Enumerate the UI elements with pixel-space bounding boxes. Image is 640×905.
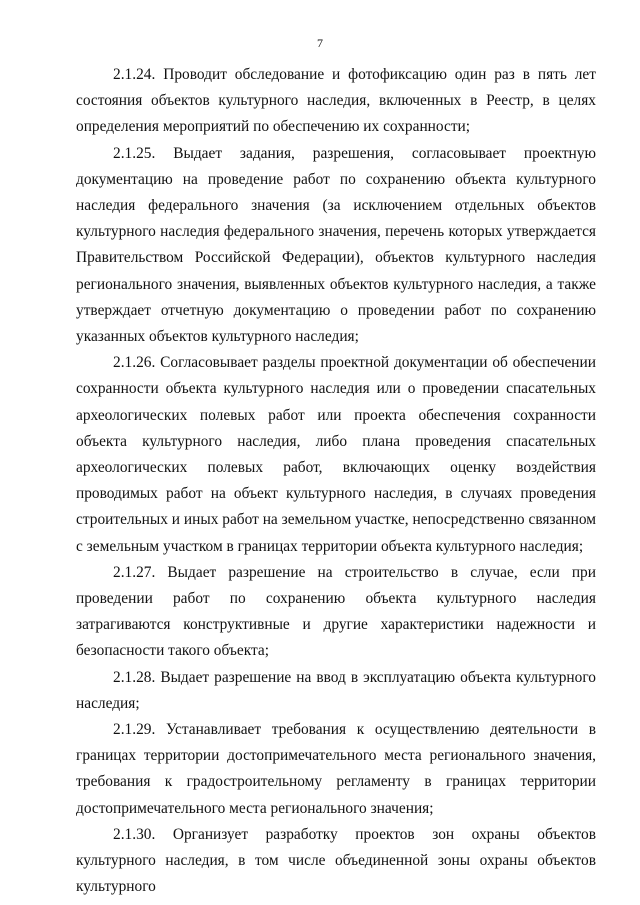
paragraph-text: Согласовывает разделы проектной документации об обеспечении сохранности объекта культурного наследия или о проведении спасательных археологических полевых работ или проекта обеспечения сохранности объекта культурного наследия, либо плана проведения спасательных археологических полевых работ, включающих оценку воздействия проводимых работ на объект культурного наследия, в случаях проведения строительных и иных работ на земельном участке, непосредственно связанном с земельным участком в границах территории объекта культурного наследия; bbox=[76, 354, 596, 555]
paragraph-number: 2.1.26. bbox=[113, 354, 156, 372]
paragraph-2-1-29 bbox=[76, 717, 596, 822]
paragraph-number: 2.1.28. bbox=[113, 668, 156, 686]
document-body bbox=[76, 62, 596, 901]
paragraph-text: Организует разработку проектов зон охраны объектов культурного наследия, в том числе объединенной зоны охраны объектов культурного bbox=[76, 825, 596, 896]
paragraph-text: Устанавливает требования к осуществлению деятельности в границах территории достопримечательного места регионального значения, требования к градостроительному регламенту в границах территории достопримечательного места регионального значения; bbox=[76, 721, 596, 817]
paragraph-2-1-28 bbox=[76, 665, 596, 717]
paragraph-text: Проводит обследование и фотофиксацию один раз в пять лет состояния объектов культурного наследия, включенных в Реестр, в целях определения мероприятий по обеспечению их сохранности; bbox=[76, 66, 596, 136]
paragraph-number: 2.1.25. bbox=[113, 144, 156, 162]
paragraph-number: 2.1.29. bbox=[113, 721, 156, 739]
paragraph-2-1-24 bbox=[76, 62, 596, 141]
paragraph-number: 2.1.24. bbox=[113, 66, 156, 83]
paragraph-2-1-25 bbox=[76, 141, 596, 351]
paragraph-2-1-30 bbox=[76, 822, 596, 901]
paragraph-text: Выдает задания, разрешения, согласовывает проектную документацию на проведение работ по сохранению объекта культурного наследия федерального значения (за исключением отдельных объектов культурного наследия федерального значения, перечень которых утверждается Правительством Российской Федерации), объектов культурного наследия регионального значения, выявленных объектов культурного наследия, а также утверждает отчетную документацию о проведении работ по сохранению указанных объектов культурного наследия; bbox=[76, 144, 596, 346]
paragraph-number: 2.1.27. bbox=[113, 563, 156, 581]
paragraph-text: Выдает разрешение на ввод в эксплуатацию объекта культурного наследия; bbox=[76, 668, 596, 712]
paragraph-2-1-26 bbox=[76, 350, 596, 560]
page-number: 7 bbox=[317, 36, 323, 50]
paragraph-text: Выдает разрешение на строительство в случае, если при проведении работ по сохранению объекта культурного наследия затрагиваются конструктивные и другие характеристики надежности и безопасности такого объекта; bbox=[76, 563, 596, 660]
paragraph-number: 2.1.30. bbox=[113, 825, 156, 843]
paragraph-2-1-27 bbox=[76, 560, 596, 665]
